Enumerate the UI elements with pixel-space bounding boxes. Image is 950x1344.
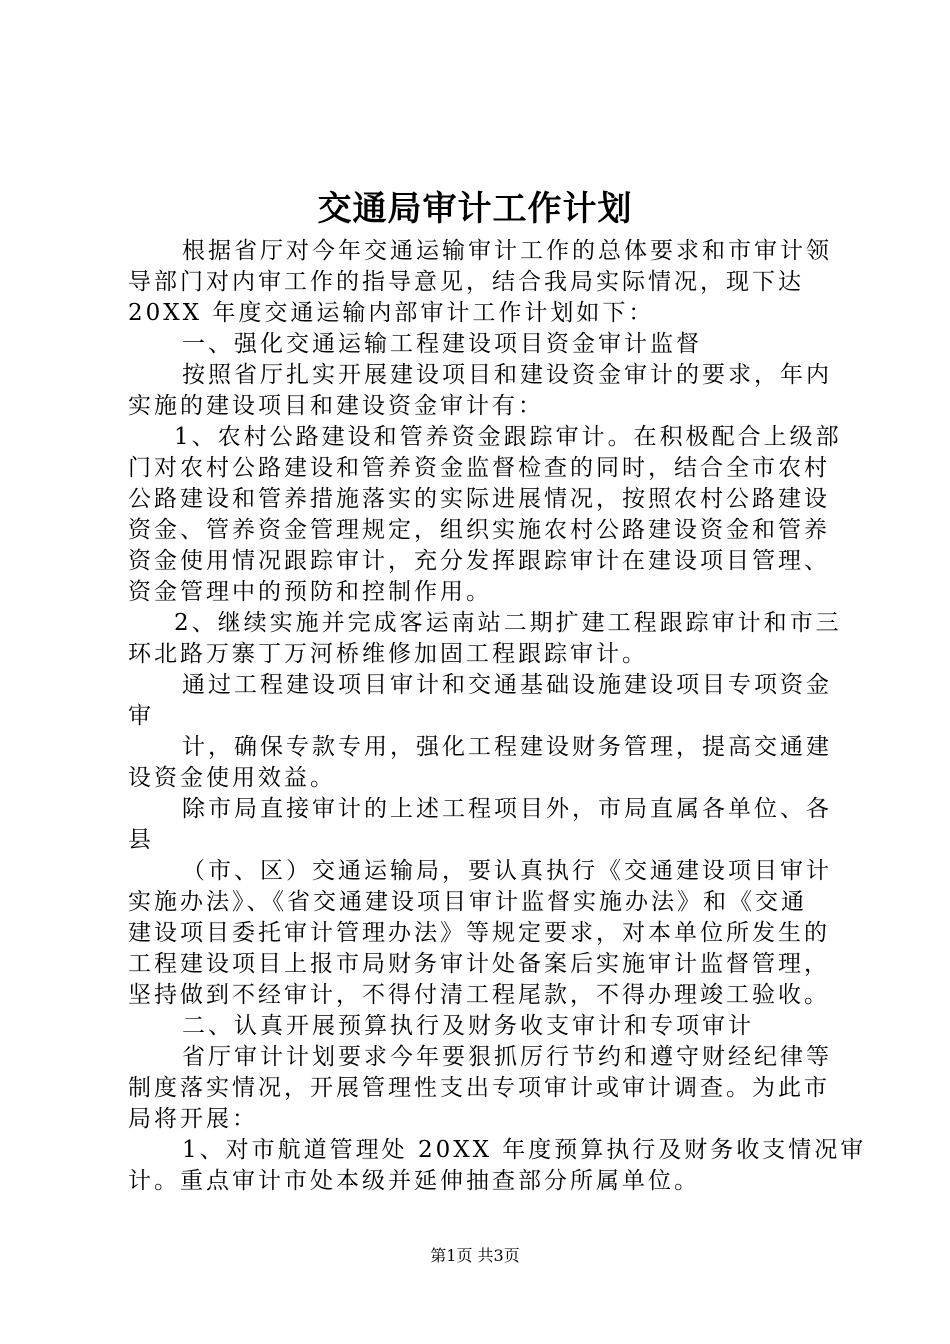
paragraph-line: 通过工程建设项目审计和交通基础设施建设项目专项资金 [182, 672, 832, 698]
paragraph-line: （市、区）交通运输局，要认真执行《交通建设项目审计 [182, 858, 832, 884]
page-number-footer: 第1页 共3页 [430, 1246, 520, 1265]
paragraph-line: 1、对市航道管理处 20XX 年度预算执行及财务收支情况审 [182, 1137, 867, 1163]
paragraph-line: 坚持做到不经审计，不得付清工程尾款，不得办理竣工验收。 [128, 982, 830, 1008]
paragraph-line: 县 [128, 827, 154, 853]
paragraph-line: 局将开展： [128, 1106, 258, 1132]
paragraph-line: 省厅审计计划要求今年要狠抓厉行节约和遵守财经纪律等 [182, 1044, 832, 1070]
paragraph-line: 1、农村公路建设和管养资金跟踪审计。在积极配合上级部 [174, 424, 842, 450]
paragraph-line: 实施办法》、《省交通建设项目审计监督实施办法》和《交通 [128, 889, 807, 915]
paragraph-line: 资金管理中的预防和控制作用。 [128, 579, 492, 605]
paragraph-line: 公路建设和管养措施落实的实际进展情况，按照农村公路建设 [128, 486, 830, 512]
paragraph-line: 门对农村公路建设和管养资金监督检查的同时，结合全市农村 [128, 455, 830, 481]
paragraph-line: 工程建设项目上报市局财务审计处备案后实施审计监督管理， [128, 951, 830, 977]
paragraph-line: 导部门对内审工作的指导意见，结合我局实际情况，现下达 [128, 269, 804, 295]
paragraph-line: 环北路万寨丁万河桥维修加固工程跟踪审计。 [128, 641, 648, 667]
paragraph-line: 除市局直接审计的上述工程项目外，市局直属各单位、各 [182, 796, 832, 822]
paragraph-line: 设资金使用效益。 [128, 765, 336, 791]
paragraph-line: 计。重点审计市处本级并延伸抽查部分所属单位。 [128, 1168, 700, 1194]
paragraph-line: 建设项目委托审计管理办法》等规定要求，对本单位所发生的 [128, 920, 830, 946]
paragraph-line: 按照省厅扎实开展建设项目和建设资金审计的要求，年内 [182, 362, 832, 388]
paragraph-line: 20XX 年度交通运输内部审计工作计划如下： [128, 300, 655, 326]
paragraph-line: 根据省厅对今年交通运输审计工作的总体要求和市审计领 [182, 238, 832, 264]
document-title: 交通局审计工作计划 [317, 189, 633, 229]
paragraph-line: 制度落实情况，开展管理性支出专项审计或审计调查。为此市 [128, 1075, 830, 1101]
paragraph-line: 2、继续实施并完成客运南站二期扩建工程跟踪审计和市三 [174, 610, 842, 636]
paragraph-line: 资金、管养资金管理规定，组织实施农村公路建设资金和管养 [128, 517, 830, 543]
paragraph-line: 实施的建设项目和建设资金审计有： [128, 393, 544, 419]
section-heading: 二、认真开展预算执行及财务收支审计和专项审计 [182, 1013, 754, 1039]
paragraph-line: 计，确保专款专用，强化工程建设财务管理，提高交通建 [182, 734, 832, 760]
paragraph-line: 资金使用情况跟踪审计，充分发挥跟踪审计在建设项目管理、 [128, 548, 830, 574]
paragraph-line: 审 [128, 703, 154, 729]
document-body [128, 236, 867, 1197]
section-heading: 一、强化交通运输工程建设项目资金审计监督 [182, 331, 702, 357]
